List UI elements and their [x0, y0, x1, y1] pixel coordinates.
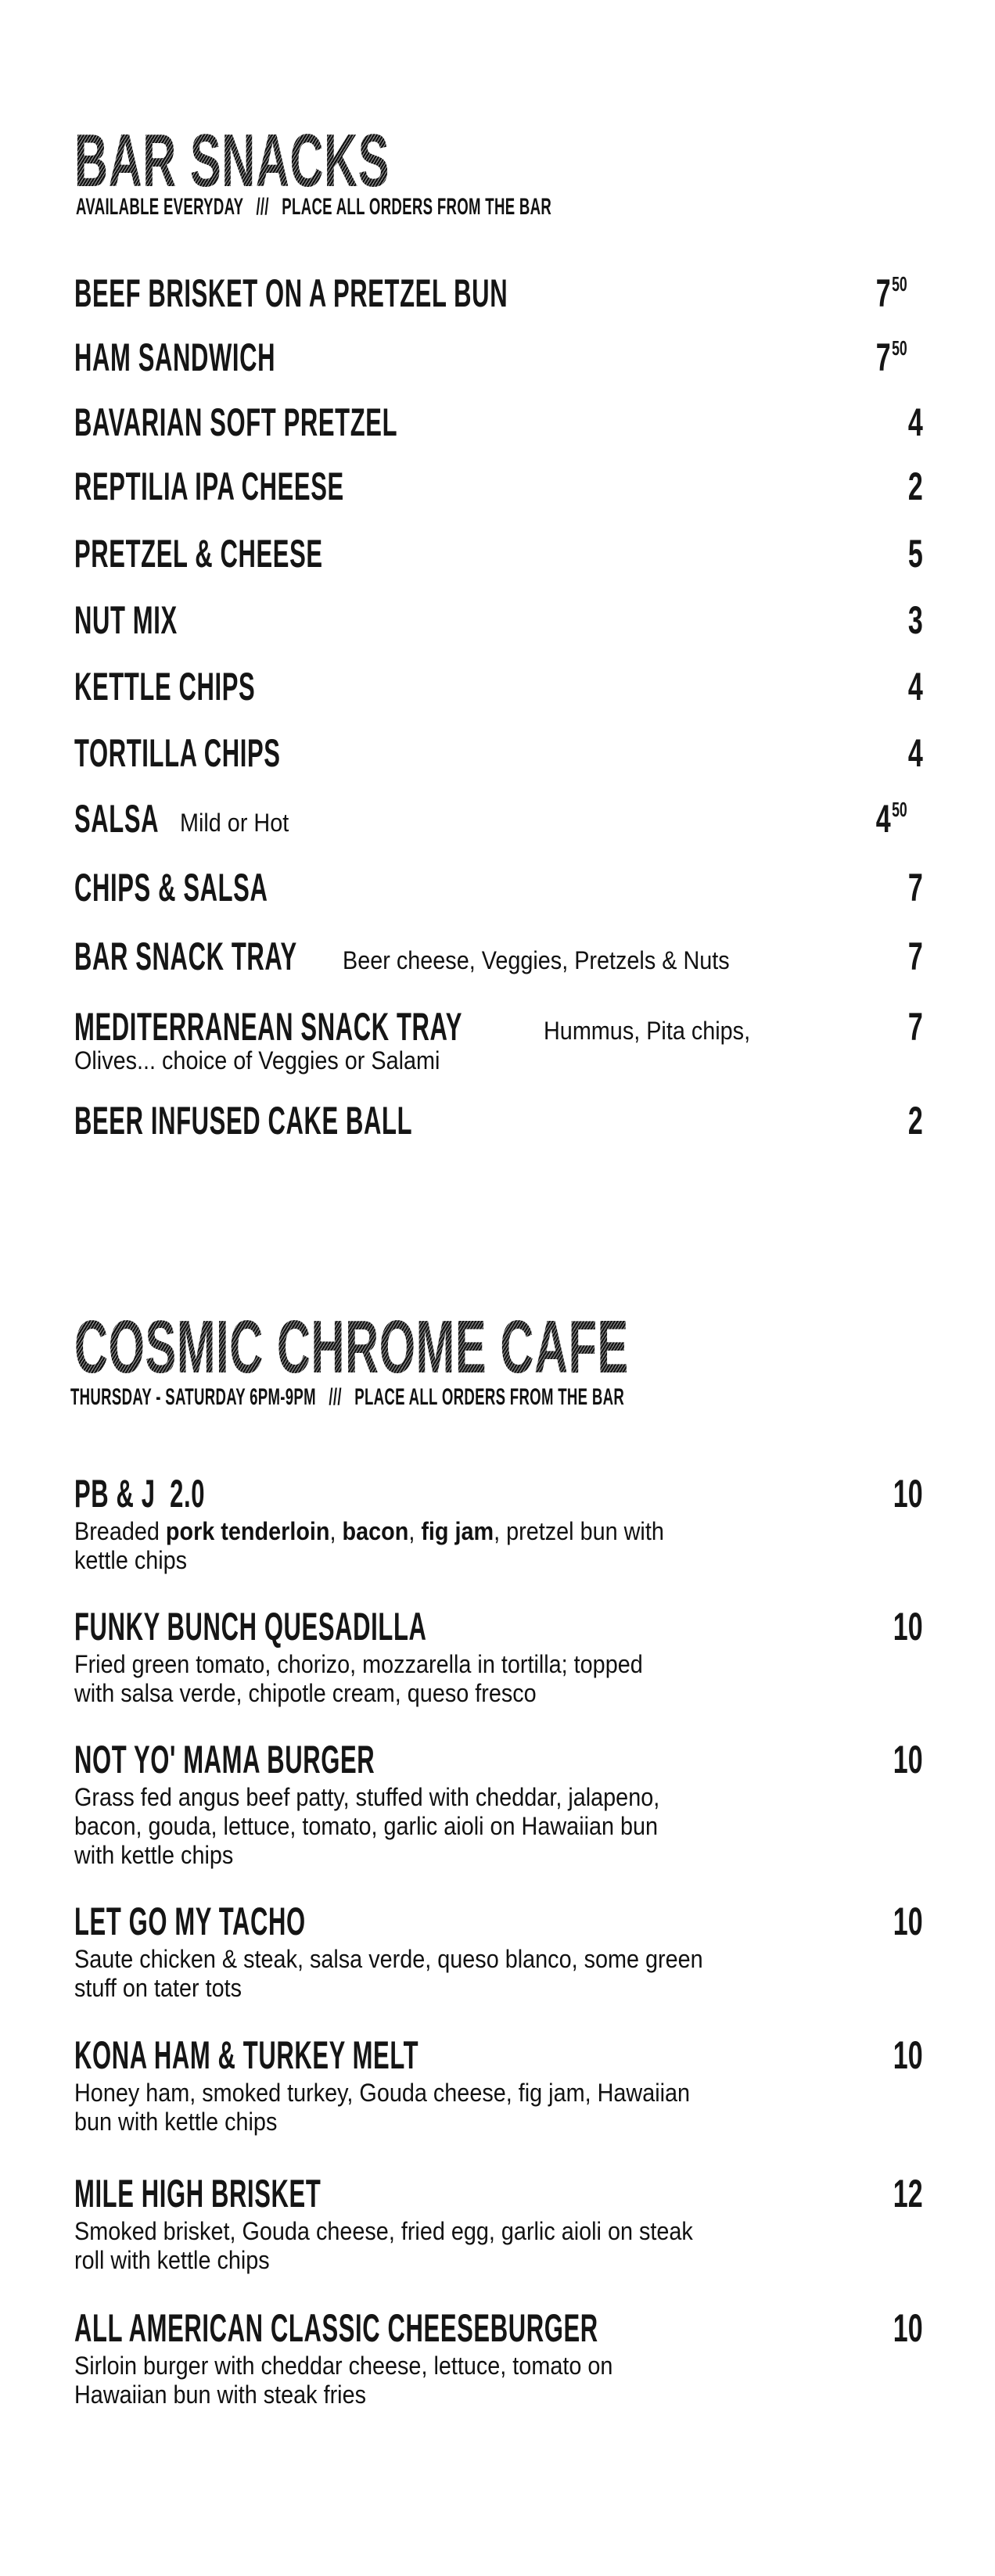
- desc-line: bacon, gouda, lettuce, tomato, garlic aioli on Hawaiian bun: [74, 1812, 659, 1840]
- item-price: 7: [908, 935, 923, 978]
- item-price: 2: [908, 465, 923, 508]
- desc-line: stuff on tater tots: [74, 1974, 242, 2002]
- bar-snacks-subtitle: AVAILABLE EVERYDAY /// PLACE ALL ORDERS FROM THE BAR: [76, 194, 552, 220]
- menu-item: [74, 271, 923, 317]
- desc-line: Smoked brisket, Gouda cheese, fried egg, garlic aioli on steak: [74, 2217, 693, 2245]
- menu-item: [74, 2174, 923, 2276]
- item-name: LET GO MY TACHO: [74, 1900, 306, 1943]
- item-price: 10: [893, 1900, 923, 1943]
- item-description: [74, 1517, 778, 1575]
- menu-item: [74, 2306, 923, 2410]
- item-name: NOT YO' MAMA BURGER: [74, 1738, 375, 1781]
- desc-line: with kettle chips: [74, 1841, 234, 1869]
- cosmic-chrome-cafe-title: COSMIC CHROME CAFE: [74, 1305, 629, 1389]
- item-name: FUNKY BUNCH QUESADILLA: [74, 1605, 427, 1649]
- menu-item: [74, 868, 923, 911]
- item-price: 10: [893, 2033, 923, 2077]
- item-name: BAVARIAN SOFT PRETZEL: [74, 400, 398, 444]
- menu-item: [74, 1902, 923, 2004]
- menu-item: [74, 1474, 923, 1576]
- item-price: 10: [893, 1605, 923, 1649]
- desc-line: with salsa verde, chipotle cream, queso fresco: [74, 1679, 537, 1707]
- desc-line: Grass fed angus beef patty, stuffed with cheddar, jalapeno,: [74, 1783, 660, 1811]
- desc-line: kettle chips: [74, 1546, 188, 1574]
- item-description: [74, 2352, 778, 2409]
- desc-highlight: fig jam: [421, 1517, 494, 1545]
- cosmic-chrome-cafe-subtitle: THURSDAY - SATURDAY 6PM-9PM /// PLACE ALL ORDERS FROM THE BAR: [70, 1384, 625, 1410]
- desc-line: roll with kettle chips: [74, 2246, 270, 2274]
- item-price: 5: [908, 532, 923, 576]
- menu-item: [74, 534, 923, 577]
- item-name: CHIPS & SALSA: [74, 866, 268, 909]
- item-name: PRETZEL & CHEESE: [74, 532, 323, 576]
- desc-line: Fried green tomato, chorizo, mozzarella in tortilla; topped: [74, 1650, 643, 1678]
- item-name: REPTILIA IPA CHEESE: [74, 465, 344, 508]
- menu-item: [74, 667, 923, 710]
- desc-line: Honey ham, smoked turkey, Gouda cheese, fig jam, Hawaiian: [74, 2079, 691, 2107]
- desc-line: Sirloin burger with cheddar cheese, lettuce, tomato on: [74, 2352, 613, 2380]
- item-note-line2: Olives... choice of Veggies or Salami: [74, 1046, 440, 1075]
- item-name: KONA HAM & TURKEY MELT: [74, 2033, 419, 2077]
- item-note: Beer cheese, Veggies, Pretzels & Nuts: [343, 946, 730, 974]
- menu-item: [74, 1607, 923, 1709]
- item-price: 4: [908, 731, 923, 775]
- desc-text: , pretzel bun with: [494, 1517, 664, 1545]
- item-description: [74, 1945, 778, 2003]
- menu-item: [74, 1007, 923, 1082]
- menu-item: [74, 731, 923, 777]
- item-name: BAR SNACK TRAY: [74, 935, 297, 978]
- menu-item: [74, 1740, 923, 1873]
- menu-item: [74, 335, 923, 381]
- menu-item: [74, 467, 923, 510]
- item-name: ALL AMERICAN CLASSIC CHEESEBURGER: [74, 2306, 598, 2350]
- item-name: MEDITERRANEAN SNACK TRAY: [74, 1005, 462, 1049]
- menu-item: [74, 598, 923, 644]
- item-price: 10: [893, 1472, 923, 1516]
- item-note: Hummus, Pita chips,: [544, 1017, 751, 1045]
- item-name: BEEF BRISKET ON A PRETZEL BUN: [74, 271, 508, 315]
- desc-text: Breaded: [74, 1517, 166, 1545]
- item-name: TORTILLA CHIPS: [74, 731, 281, 775]
- item-description: [74, 1783, 778, 1870]
- desc-highlight: pork tenderloin: [165, 1517, 330, 1545]
- desc-highlight: bacon: [342, 1517, 409, 1545]
- menu-item: [74, 400, 923, 446]
- desc-text: ,: [408, 1517, 422, 1545]
- item-description: [74, 2079, 778, 2137]
- bar-snacks-title: BAR SNACKS: [74, 119, 390, 203]
- menu-item: [74, 937, 923, 980]
- item-name: SALSA: [74, 797, 160, 841]
- desc-line: Hawaiian bun with steak fries: [74, 2380, 366, 2409]
- item-name: NUT MIX: [74, 598, 178, 642]
- item-price: 7: [908, 866, 923, 909]
- menu-item: [74, 799, 923, 842]
- item-price: $4^{50}$: [876, 797, 907, 841]
- item-description: [74, 2217, 778, 2275]
- item-name: PB & J 2.0: [74, 1472, 206, 1516]
- item-name: KETTLE CHIPS: [74, 665, 256, 709]
- menu-item: [74, 1101, 923, 1144]
- item-price: 3: [908, 598, 923, 642]
- desc-line: bun with kettle chips: [74, 2108, 278, 2136]
- item-price: 7: [908, 1005, 923, 1049]
- item-price: 4: [908, 665, 923, 709]
- item-price: 2: [908, 1099, 923, 1143]
- desc-line: Saute chicken & steak, salsa verde, queso blanco, some green: [74, 1945, 703, 1973]
- item-price: 4: [908, 400, 923, 444]
- item-price: 10: [893, 1738, 923, 1781]
- item-name: HAM SANDWICH: [74, 335, 276, 379]
- item-price: 10: [893, 2306, 923, 2350]
- item-description: [74, 1650, 778, 1708]
- item-note: Mild or Hot: [180, 809, 289, 837]
- item-price: $7^{50}$: [876, 335, 907, 379]
- menu-item: [74, 2033, 923, 2137]
- item-name: BEER INFUSED CAKE BALL: [74, 1099, 413, 1143]
- item-price: 12: [893, 2172, 923, 2215]
- item-name: MILE HIGH BRISKET: [74, 2172, 321, 2215]
- desc-text: ,: [329, 1517, 343, 1545]
- item-price: $7^{50}$: [876, 271, 907, 315]
